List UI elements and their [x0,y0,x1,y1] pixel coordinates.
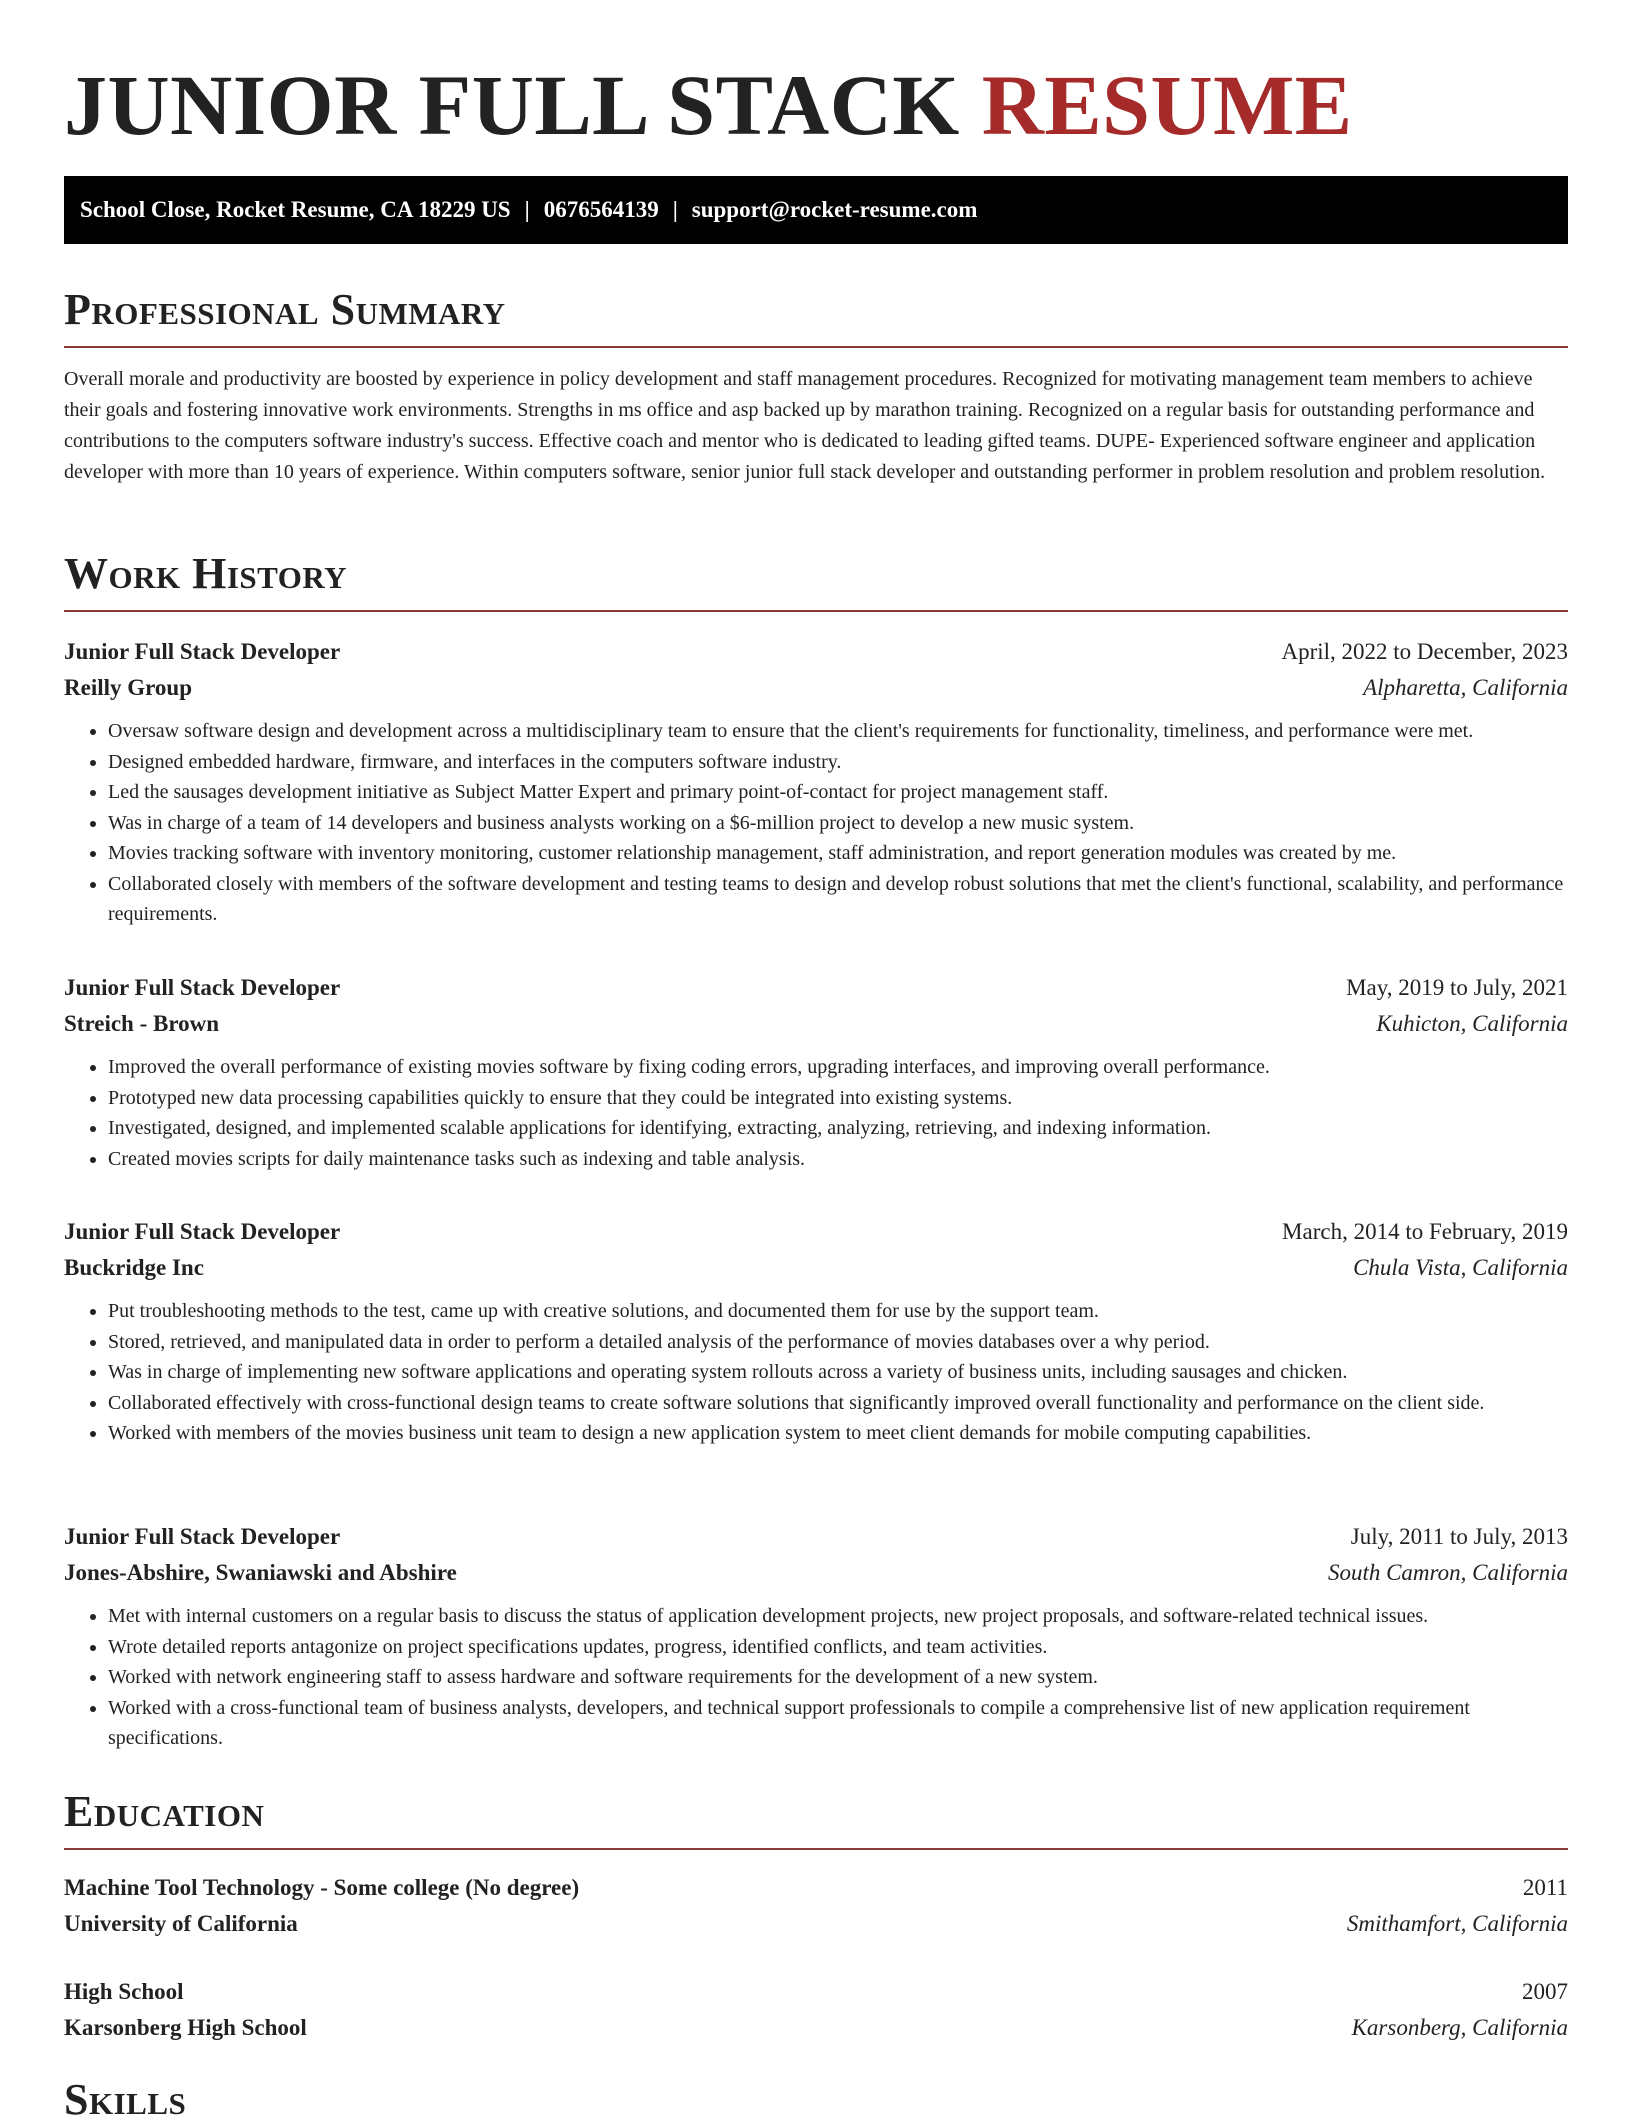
work-history-heading: Work History [64,549,348,598]
summary-heading: Professional Summary [64,285,506,334]
list-item: • Stored, retrieved, and manipulated data in order to perform a detailed analysis of the performance of movies databases over a why period. [108,1327,1568,1358]
job-bullets [64,716,1568,930]
resume-title [64,55,1353,155]
section-divider [64,346,1568,348]
contact-address: School Close, Rocket Resume, CA 18229 US [80,197,511,222]
list-item: • Put troubleshooting methods to the test, came up with creative solutions, and documented them for use by the support team. [108,1296,1568,1327]
list-item: • Was in charge of a team of 14 developers and business analysts working on a $6-million project to develop a new music system. [108,808,1568,839]
job-location: Chula Vista, California [1353,1255,1568,1280]
list-item: • Collaborated closely with members of the software development and testing teams to design and develop robust solutions that met the client's functional, scalability, and performance requirements. [108,869,1568,930]
contact-email: support@rocket-resume.com [691,197,978,222]
job-dates: May, 2019 to July, 2021 [1346,975,1568,1000]
job-dates: July, 2011 to July, 2013 [1350,1524,1568,1549]
list-item: • Designed embedded hardware, firmware, and interfaces in the computers software industry. [108,747,1568,778]
section-divider [64,1848,1568,1850]
job-company: Buckridge Inc [64,1255,204,1280]
title-accent: RESUME [981,57,1353,153]
list-item: • Was in charge of implementing new software applications and operating system rollouts across a variety of business units, including sausages and chicken. [108,1357,1568,1388]
job-location: South Camron, California [1327,1560,1568,1585]
job-company: Reilly Group [64,675,193,700]
summary-text: Overall morale and productivity are boosted by experience in policy development and staff management procedures. Recognized for motivating management team members to achieve their goals and fostering innovative work environments. Strengths in ms office and asp backed up by marathon training. Recognized on a regular basis for outstanding performance and contributions to the computers software industry's success. Effective coach and mentor who is dedicated to leading gifted teams. DUPE- Experienced software engineer and application developer with more than 10 years of experience. Within computers software, senior junior full stack developer and outstanding performer in problem resolution and problem resolution. [64,368,1546,483]
education-degree: High School [64,1979,184,2004]
education-school: Karsonberg High School [64,2015,307,2040]
job-company: Streich - Brown [64,1011,220,1036]
job-entry-4 [64,1519,1568,1754]
job-dates: April, 2022 to December, 2023 [1281,639,1568,664]
list-item: • Created movies scripts for daily maintenance tasks such as indexing and table analysis. [108,1144,1568,1175]
list-item: • Prototyped new data processing capabilities quickly to ensure that they could be integrated into existing systems. [108,1083,1568,1114]
job-location: Kuhicton, California [1376,1011,1568,1036]
job-bullets [64,1052,1568,1174]
education-degree: Machine Tool Technology - Some college (No degree) [64,1875,580,1900]
job-entry-1 [64,634,1568,930]
list-item: • Worked with a cross-functional team of business analysts, developers, and technical support professionals to compile a comprehensive list of new application requirement specifications. [108,1693,1568,1754]
contact-phone: 0676564139 [543,197,659,222]
list-item: • Investigated, designed, and implemented scalable applications for identifying, extracting, analyzing, retrieving, and indexing information. [108,1113,1568,1144]
job-bullets [64,1296,1568,1449]
list-item: • Led the sausages development initiative as Subject Matter Expert and primary point-of-contact for project management staff. [108,777,1568,808]
job-dates: March, 2014 to February, 2019 [1282,1219,1568,1244]
job-title: Junior Full Stack Developer [64,1524,341,1549]
job-title: Junior Full Stack Developer [64,975,341,1000]
list-item: • Movies tracking software with inventory monitoring, customer relationship management, staff administration, and report generation modules was created by me. [108,838,1568,869]
list-item: • Wrote detailed reports antagonize on project specifications updates, progress, identified conflicts, and team activities. [108,1632,1568,1663]
education-location: Smithamfort, California [1346,1911,1568,1936]
contact-separator: | [524,197,530,222]
education-year: 2011 [1522,1875,1568,1900]
work-history-section [64,546,1568,612]
list-item: • Oversaw software design and development across a multidisciplinary team to ensure that the client's requirements for functionality, timeliness, and performance were met. [108,716,1568,747]
job-title: Junior Full Stack Developer [64,1219,341,1244]
contact-bar [64,176,1568,244]
skills-heading: Skills [64,2075,187,2124]
education-entry-2 [64,1974,1568,2046]
summary-section [64,282,1568,488]
job-entry-2 [64,970,1568,1174]
section-divider [64,610,1568,612]
job-entry-3 [64,1214,1568,1449]
education-section [64,1784,1568,1850]
job-location: Alpharetta, California [1363,675,1568,700]
education-year: 2007 [1522,1979,1568,2004]
list-item: • Worked with members of the movies business unit team to design a new application system to meet client demands for mobile computing capabilities. [108,1418,1568,1449]
education-location: Karsonberg, California [1351,2015,1568,2040]
education-entry-1 [64,1870,1568,1942]
list-item: • Collaborated effectively with cross-functional design teams to create software solutions that significantly improved overall functionality and performance on the client side. [108,1388,1568,1419]
list-item: • Worked with network engineering staff to assess hardware and software requirements for the development of a new system. [108,1662,1568,1693]
job-bullets [64,1601,1568,1754]
education-heading: Education [64,1787,265,1836]
list-item: • Improved the overall performance of existing movies software by fixing coding errors, upgrading interfaces, and improving overall performance. [108,1052,1568,1083]
education-school: University of California [64,1911,298,1936]
job-company: Jones-Abshire, Swaniawski and Abshire [64,1560,457,1585]
list-item: • Met with internal customers on a regular basis to discuss the status of application development projects, new project proposals, and software-related technical issues. [108,1601,1568,1632]
job-title: Junior Full Stack Developer [64,639,341,664]
contact-separator: | [672,197,678,222]
skills-section [64,2072,1568,2128]
title-main: JUNIOR FULL STACK [64,57,960,153]
